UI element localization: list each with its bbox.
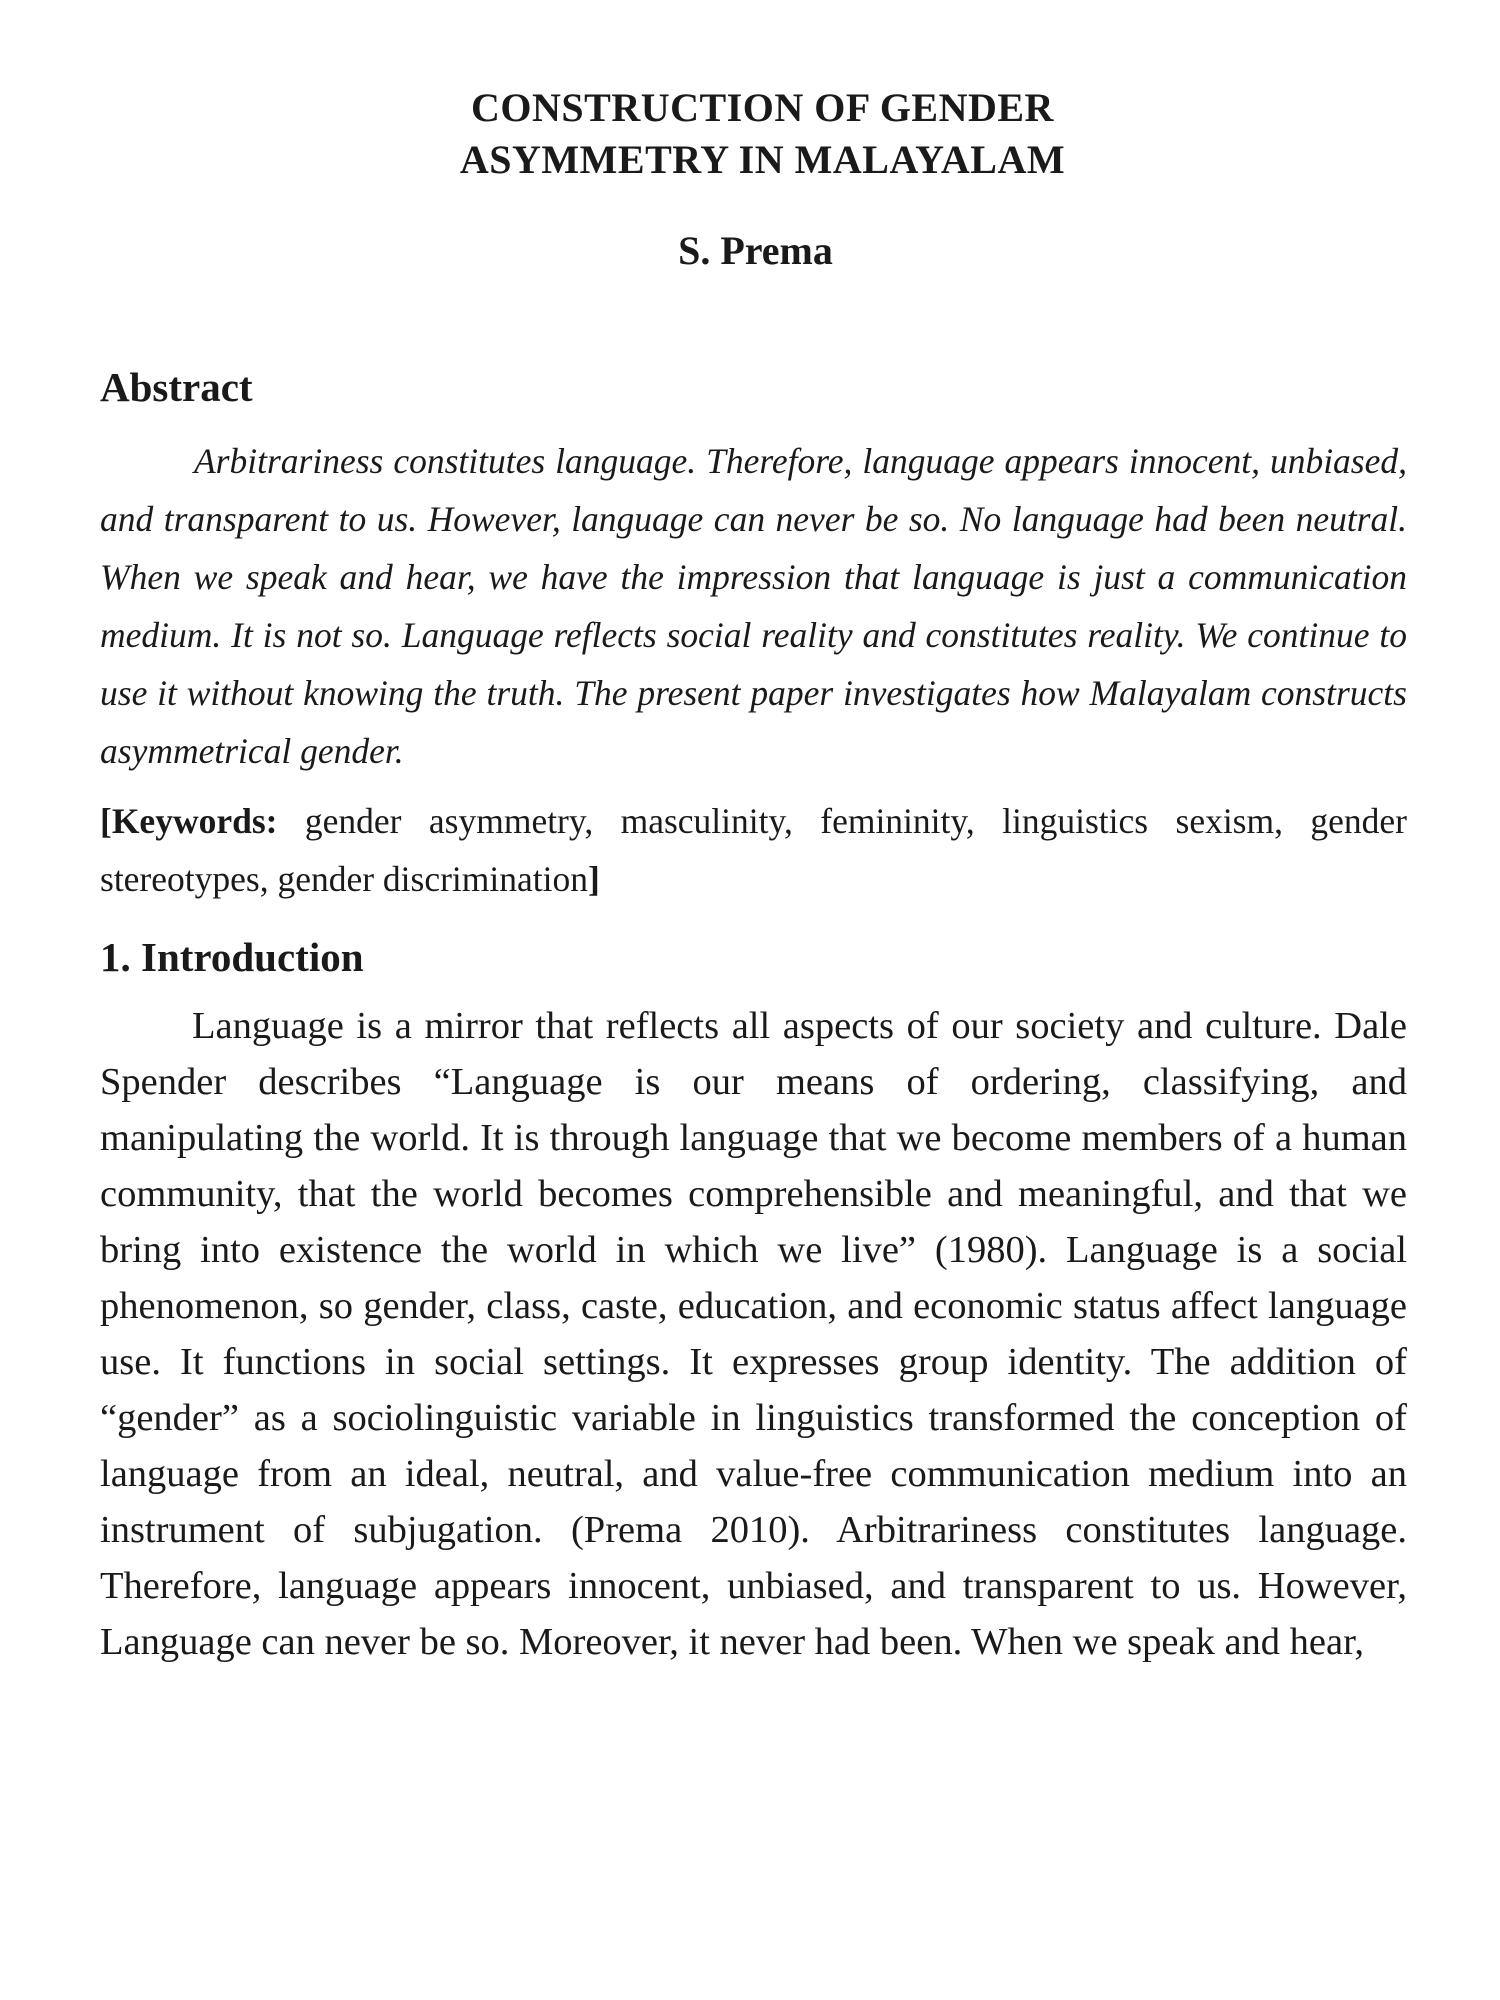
keywords-label: [Keywords: [100, 801, 278, 841]
introduction-heading: 1. Introduction [100, 934, 364, 980]
abstract-heading: Abstract [100, 364, 253, 410]
paper-title [100, 82, 1407, 186]
author-name: S. Prema [678, 228, 833, 273]
abstract-text: Arbitrariness constitutes language. Therefore, language appears innocent, unbiased, and transparent to us. However, language can never be so. No language had been neutral. When we speak and hear, we have the impression that language is just a communication medium. It is not so. Language reflects social reality and constitutes reality. We continue to use it without knowing the truth. The present paper investigates how Malayalam constructs asymmetrical gender. [100, 441, 1407, 771]
keywords-text: gender asymmetry, masculinity, femininity, linguistics sexism, gender stereotypes, gender discrimination [100, 801, 1407, 899]
introduction-paragraph: Language is a mirror that reflects all aspects of our society and culture. Dale Spender describes “Language is our means of ordering, classifying, and manipulating the world. It is through language that we become members of a human community, that the world becomes comprehensible and meaningful, and that we bring into existence the world in which we live” (1980). Language is a social phenomenon, so gender, class, caste, education, and economic status affect language use. It functions in social settings. It expresses group identity. The addition of “gender” as a sociolinguistic variable in linguistics transformed the conception of language from an ideal, neutral, and value-free communication medium into an instrument of subjugation. (Prema 2010). Arbitrariness constitutes language. Therefore, language appears innocent, unbiased, and transparent to us. However, Language can never be so. Moreover, it never had been. When we speak and hear, [100, 1005, 1407, 1663]
keywords-close-bracket: ] [588, 859, 600, 899]
keywords [100, 792, 1407, 908]
paper-title-line-2: ASYMMETRY IN MALAYALAM [459, 137, 1066, 182]
paper-title-line-1: CONSTRUCTION OF GENDER [471, 85, 1054, 130]
